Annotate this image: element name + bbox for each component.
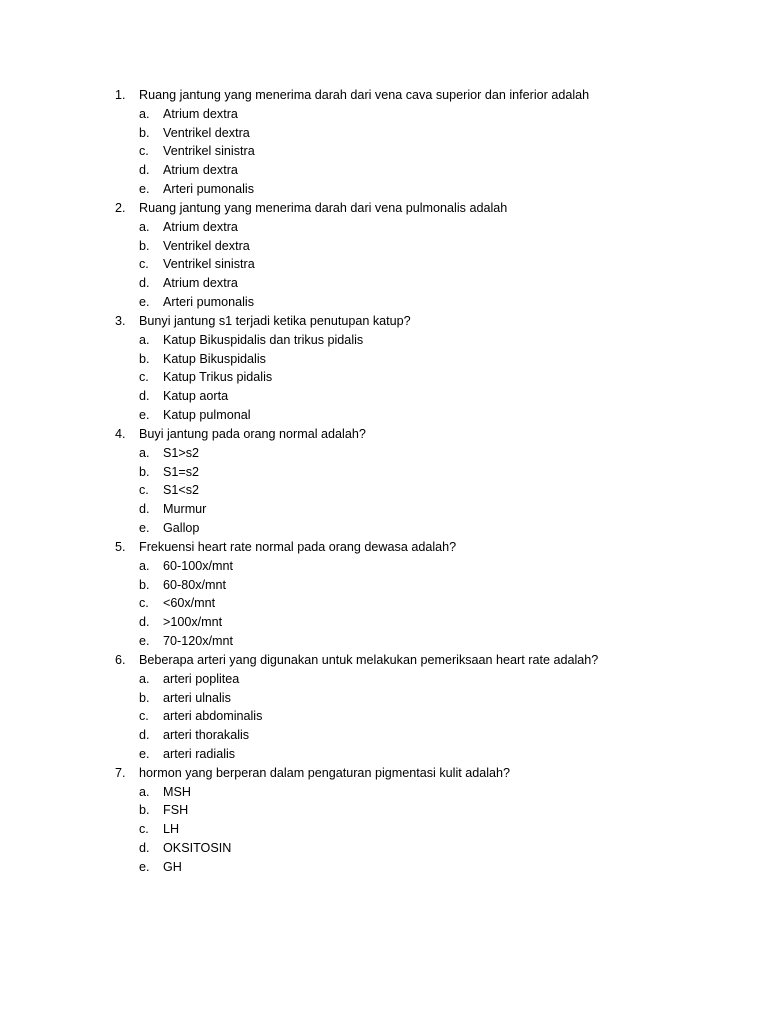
option-letter: a. — [139, 445, 150, 460]
option-letter: d. — [139, 276, 150, 291]
option-text: Ventrikel sinistra — [163, 257, 255, 272]
option-text: Atrium dextra — [163, 106, 238, 121]
option-text: <60x/mnt — [163, 596, 216, 611]
option-letter: d. — [139, 615, 150, 630]
question-number: 2. — [115, 200, 126, 215]
option-text: OKSITOSIN — [163, 841, 232, 856]
option-text: arteri radialis — [163, 746, 236, 761]
option-letter: a. — [139, 332, 150, 347]
question-text: Beberapa arteri yang digunakan untuk melakukan pemeriksaan heart rate adalah? — [139, 652, 599, 667]
option-item — [0, 368, 768, 387]
option-item — [0, 463, 768, 482]
option-text: Ventrikel dextra — [163, 125, 250, 140]
option-letter: c. — [139, 257, 149, 272]
option-item — [0, 274, 768, 293]
option-letter: c. — [139, 596, 149, 611]
option-letter: a. — [139, 784, 150, 799]
option-item — [0, 331, 768, 350]
option-letter: a. — [139, 671, 150, 686]
option-text: Atrium dextra — [163, 276, 238, 291]
option-item — [0, 783, 768, 802]
option-item — [0, 613, 768, 632]
option-letter: d. — [139, 163, 150, 178]
option-item — [0, 444, 768, 463]
option-text: arteri poplitea — [163, 671, 240, 686]
option-item — [0, 255, 768, 274]
question-item — [0, 764, 768, 783]
option-item — [0, 218, 768, 237]
option-text: 60-80x/mnt — [163, 577, 226, 592]
option-item — [0, 557, 768, 576]
question-text: Frekuensi heart rate normal pada orang dewasa adalah? — [139, 539, 457, 554]
option-text: MSH — [163, 784, 191, 799]
option-letter: c. — [139, 822, 149, 837]
option-letter: c. — [139, 483, 149, 498]
option-item — [0, 237, 768, 256]
option-item — [0, 142, 768, 161]
option-text: Murmur — [163, 502, 207, 517]
question-item — [0, 425, 768, 444]
option-letter: c. — [139, 709, 149, 724]
option-item — [0, 406, 768, 425]
option-letter: d. — [139, 841, 150, 856]
question-number: 7. — [115, 765, 126, 780]
option-text: arteri abdominalis — [163, 709, 263, 724]
option-letter: b. — [139, 464, 150, 479]
option-item — [0, 839, 768, 858]
option-text: 60-100x/mnt — [163, 558, 234, 573]
question-item — [0, 538, 768, 557]
question-number: 1. — [115, 88, 126, 102]
option-item — [0, 576, 768, 595]
option-letter: b. — [139, 351, 150, 366]
option-text: Katup aorta — [163, 389, 229, 404]
option-text: S1>s2 — [163, 445, 200, 460]
question-item — [0, 312, 768, 331]
question-item — [0, 86, 768, 105]
option-letter: d. — [139, 728, 150, 743]
question-text: Buyi jantung pada orang normal adalah? — [139, 426, 366, 441]
option-item — [0, 594, 768, 613]
option-letter: d. — [139, 502, 150, 517]
option-item — [0, 670, 768, 689]
option-item — [0, 350, 768, 369]
option-letter: c. — [139, 370, 149, 385]
option-text: arteri ulnalis — [163, 690, 231, 705]
option-letter: b. — [139, 125, 150, 140]
option-item — [0, 500, 768, 519]
question-text: Ruang jantung yang menerima darah dari vena pulmonalis adalah — [139, 200, 508, 215]
option-item — [0, 726, 768, 745]
option-item — [0, 801, 768, 820]
option-text: S1=s2 — [163, 464, 200, 479]
option-text: arteri thorakalis — [163, 728, 250, 743]
option-letter: e. — [139, 295, 150, 310]
option-letter: e. — [139, 182, 150, 197]
option-text: Gallop — [163, 521, 200, 536]
option-item — [0, 481, 768, 500]
option-letter: e. — [139, 634, 150, 649]
question-text: Bunyi jantung s1 terjadi ketika penutupan katup? — [139, 313, 411, 328]
option-item — [0, 707, 768, 726]
option-text: Katup Trikus pidalis — [163, 370, 273, 385]
option-text: Katup Bikuspidalis — [163, 351, 266, 366]
option-item — [0, 745, 768, 764]
question-number: 3. — [115, 313, 126, 328]
option-letter: a. — [139, 558, 150, 573]
question-item — [0, 199, 768, 218]
option-text: LH — [163, 822, 180, 837]
option-item — [0, 820, 768, 839]
option-text: Arteri pumonalis — [163, 295, 254, 310]
question-text: hormon yang berperan dalam pengaturan pigmentasi kulit adalah? — [139, 765, 511, 780]
option-item — [0, 293, 768, 312]
option-item — [0, 632, 768, 651]
question-number: 4. — [115, 426, 126, 441]
option-text: Atrium dextra — [163, 163, 238, 178]
option-text: >100x/mnt — [163, 615, 223, 630]
option-item — [0, 689, 768, 708]
question-number: 5. — [115, 539, 126, 554]
option-item — [0, 858, 768, 877]
option-text: FSH — [163, 803, 189, 818]
option-letter: d. — [139, 389, 150, 404]
option-text: GH — [163, 859, 182, 874]
option-letter: b. — [139, 690, 150, 705]
question-list — [0, 86, 768, 877]
option-text: Katup Bikuspidalis dan trikus pidalis — [163, 332, 364, 347]
option-letter: e. — [139, 746, 150, 761]
question-text: Ruang jantung yang menerima darah dari vena cava superior dan inferior adalah — [139, 88, 590, 102]
option-letter: c. — [139, 144, 149, 159]
option-letter: e. — [139, 859, 150, 874]
option-letter: b. — [139, 803, 150, 818]
option-text: 70-120x/mnt — [163, 634, 234, 649]
option-text: Ventrikel sinistra — [163, 144, 255, 159]
option-text: Atrium dextra — [163, 219, 238, 234]
option-letter: a. — [139, 106, 150, 121]
option-text: S1<s2 — [163, 483, 200, 498]
option-item — [0, 124, 768, 143]
option-text: Arteri pumonalis — [163, 182, 254, 197]
option-item — [0, 519, 768, 538]
option-letter: e. — [139, 408, 150, 423]
option-letter: b. — [139, 238, 150, 253]
option-item — [0, 161, 768, 180]
option-item — [0, 387, 768, 406]
question-number: 6. — [115, 652, 126, 667]
option-text: Ventrikel dextra — [163, 238, 250, 253]
option-text: Katup pulmonal — [163, 408, 251, 423]
option-letter: a. — [139, 219, 150, 234]
option-item — [0, 180, 768, 199]
question-item — [0, 651, 768, 670]
option-letter: b. — [139, 577, 150, 592]
option-item — [0, 105, 768, 124]
option-letter: e. — [139, 521, 150, 536]
